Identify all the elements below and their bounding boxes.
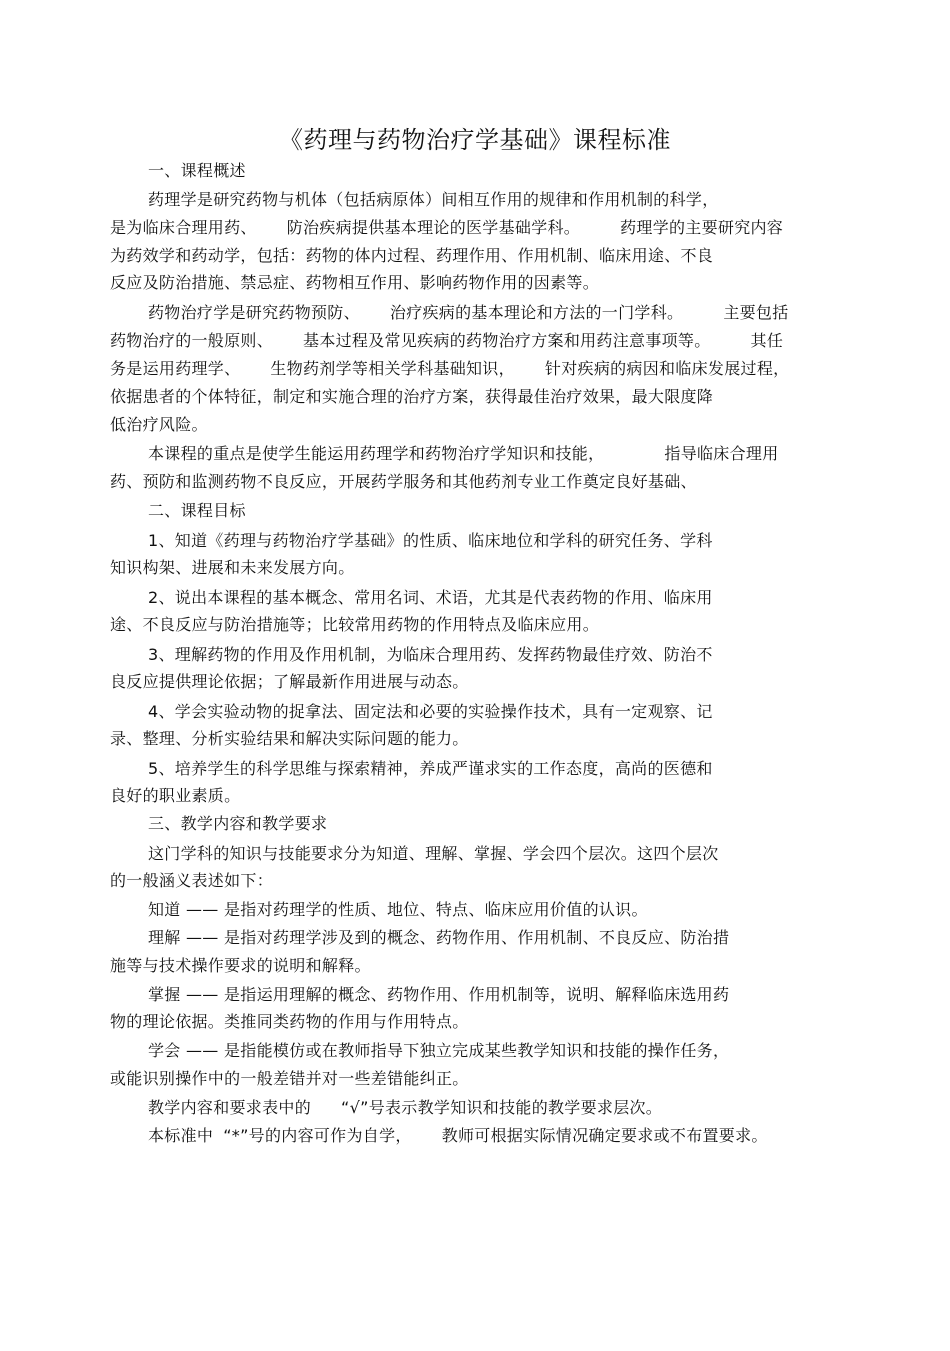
- goal-item: 1、知道《药理与药物治疗学基础》的性质、临床地位和学科的研究任务、学科: [148, 531, 713, 550]
- goal-item: 录、整理、分析实验结果和解决实际问题的能力。: [110, 729, 469, 748]
- section-heading-overview: 一、课程概述: [148, 161, 246, 180]
- level-definition: 施等与技术操作要求的说明和解释。: [110, 956, 371, 975]
- paragraph-line: 这门学科的知识与技能要求分为知道、理解、掌握、学会四个层次。这四个层次: [148, 844, 719, 863]
- paragraph-line: 本课程的重点是使学生能运用药理学和药物治疗学知识和技能， 指导临床合理用: [148, 444, 779, 463]
- goal-item: 4、学会实验动物的捉拿法、固定法和必要的实验操作技术，具有一定观察、记: [148, 702, 713, 721]
- goal-item: 良反应提供理论依据；了解最新作用进展与动态。: [110, 672, 469, 691]
- level-definition: 掌握 —— 是指运用理解的概念、药物作用、作用机制等，说明、解释临床选用药: [148, 985, 730, 1004]
- level-definition: 学会 —— 是指能模仿或在教师指导下独立完成某些教学知识和技能的操作任务，: [148, 1041, 730, 1060]
- level-definition: 物的理论依据。类推同类药物的作用与作用特点。: [110, 1012, 469, 1031]
- paragraph-line: 药物治疗学是研究药物预防、 治疗疾病的基本理论和方法的一门学科。 主要包括: [148, 303, 789, 322]
- goal-item: 良好的职业素质。: [110, 786, 241, 805]
- paragraph-line: 药、预防和监测药物不良反应，开展药学服务和其他药剂专业工作奠定良好基础、: [110, 472, 697, 491]
- paragraph-line: 药理学是研究药物与机体（包括病原体）间相互作用的规律和作用机制的科学，: [148, 190, 719, 209]
- paragraph-line: 是为临床合理用药、 防治疾病提供基本理论的医学基础学科。 药理学的主要研究内容: [110, 218, 784, 237]
- goal-item: 途、不良反应与防治措施等；比较常用药物的作用特点及临床应用。: [110, 615, 600, 634]
- paragraph-line: 反应及防治措施、禁忌症、药物相互作用、影响药物作用的因素等。: [110, 273, 600, 292]
- document-title: 《药理与药物治疗学基础》课程标准: [279, 126, 671, 154]
- level-definition: 或能识别操作中的一般差错并对一些差错能纠正。: [110, 1069, 469, 1088]
- paragraph-line: 教学内容和要求表中的 “√”号表示教学知识和技能的教学要求层次。: [148, 1098, 663, 1117]
- goal-item: 知识构架、进展和未来发展方向。: [110, 558, 355, 577]
- paragraph-line: 务是运用药理学、 生物药剂学等相关学科基础知识， 针对疾病的病因和临床发展过程，: [110, 359, 790, 378]
- paragraph-line: 本标准中 “*”号的内容可作为自学， 教师可根据实际情况确定要求或不布置要求。: [148, 1126, 768, 1145]
- goal-item: 2、说出本课程的基本概念、常用名词、术语，尤其是代表药物的作用、临床用: [148, 588, 713, 607]
- paragraph-line: 低治疗风险。: [110, 415, 208, 434]
- level-definition: 知道 —— 是指对药理学的性质、地位、特点、临床应用价值的认识。: [148, 900, 648, 919]
- level-definition: 理解 —— 是指对药理学涉及到的概念、药物作用、作用机制、不良反应、防治措: [148, 928, 730, 947]
- section-heading-content: 三、教学内容和教学要求: [148, 814, 328, 833]
- goal-item: 3、理解药物的作用及作用机制，为临床合理用药、发挥药物最佳疗效、防治不: [148, 645, 713, 664]
- paragraph-line: 的一般涵义表述如下：: [110, 871, 274, 890]
- paragraph-line: 依据患者的个体特征，制定和实施合理的治疗方案，获得最佳治疗效果，最大限度降: [110, 387, 714, 406]
- paragraph-line: 药物治疗的一般原则、 基本过程及常见疾病的药物治疗方案和用药注意事项等。 其任: [110, 331, 784, 350]
- paragraph-line: 为药效学和药动学，包括：药物的体内过程、药理作用、作用机制、临床用途、不良: [110, 246, 714, 265]
- section-heading-goals: 二、课程目标: [148, 501, 246, 520]
- goal-item: 5、培养学生的科学思维与探索精神，养成严谨求实的工作态度，高尚的医德和: [148, 759, 713, 778]
